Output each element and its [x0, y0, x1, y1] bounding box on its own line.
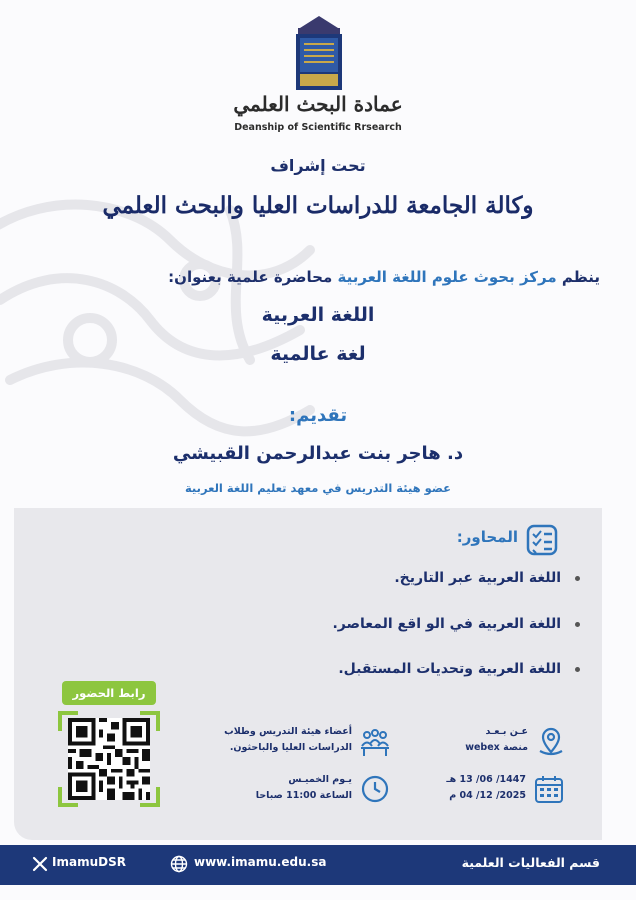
- qr-code[interactable]: [68, 718, 150, 800]
- axis-item-text: اللغة العربية في الو اقع المعاصر.: [332, 616, 561, 632]
- calendar-icon: [532, 772, 566, 806]
- presenter-label: تقديم:: [288, 405, 348, 426]
- organizer-prefix: ينظم: [561, 268, 600, 286]
- presenter-role: عضو هيئة التدريس في معهد تعليم اللغة العربية: [184, 481, 452, 495]
- organizer-center: مركز بحوث علوم اللغة العربية: [337, 268, 557, 286]
- x-logo-icon: [32, 856, 48, 872]
- time-text: [200, 772, 352, 804]
- bullet: [575, 622, 580, 627]
- mode-line2: منصة webex: [465, 742, 528, 753]
- audience-text: [200, 724, 352, 756]
- lecture-title-line1: اللغة العربية: [261, 304, 375, 326]
- date-hijri: 1447/ 06/ 13 هـ: [446, 774, 526, 785]
- organizer-suffix: محاضرة علمية بعنوان:: [168, 268, 333, 286]
- mode-text: [410, 724, 528, 756]
- presenter-name: د. هاجر بنت عبدالرحمن القبيشي: [172, 443, 464, 464]
- logo-arabic-text: عمادة البحث العلمي: [233, 92, 403, 116]
- axes-heading: المحاور:: [456, 528, 518, 546]
- globe-icon: [170, 855, 188, 873]
- audience-line2: الدراسات العليا والباحثون.: [229, 742, 352, 753]
- attendance-link-button[interactable]: رابط الحضور: [62, 681, 156, 705]
- organizer-line: [40, 268, 600, 286]
- logo-english-text: Deanship of Scientific Rrsearch: [234, 122, 402, 133]
- university-logo: [290, 14, 348, 92]
- day-line: يـوم الخميـس: [288, 774, 352, 785]
- audience-line1: أعضاء هيئة التدريس وطلاب: [224, 726, 352, 737]
- axis-item-text: اللغة العربية عبر التاريخ.: [394, 570, 561, 586]
- supervision-label: تحت إشراف: [270, 156, 366, 175]
- lecture-title-line2: لغة عالمية: [270, 343, 366, 365]
- axis-item: [200, 661, 580, 677]
- axis-item: [200, 616, 580, 632]
- footer-website-link[interactable]: www.imamu.edu.sa: [194, 855, 327, 869]
- mode-line1: عـن بـعـد: [485, 726, 528, 737]
- footer-section-name: قسم الفعاليات العلمية: [461, 855, 600, 870]
- audience-icon: [358, 726, 392, 760]
- bullet: [575, 576, 580, 581]
- checklist-icon: [524, 522, 560, 558]
- footer-x-handle[interactable]: ImamuDSR: [52, 855, 126, 869]
- vice-rectorate-title: وكالة الجامعة للدراسات العليا والبحث العلمي: [102, 192, 534, 219]
- date-text: [410, 772, 526, 804]
- time-line: الساعة 11:00 صباحا: [255, 790, 352, 801]
- axis-item: [200, 570, 580, 586]
- date-gregorian: 2025/ 12/ 04 م: [449, 790, 526, 801]
- clock-icon: [358, 772, 392, 806]
- axis-item-text: اللغة العربية وتحديات المستقبل.: [338, 661, 561, 677]
- bullet: [575, 667, 580, 672]
- location-pin-icon: [534, 724, 568, 758]
